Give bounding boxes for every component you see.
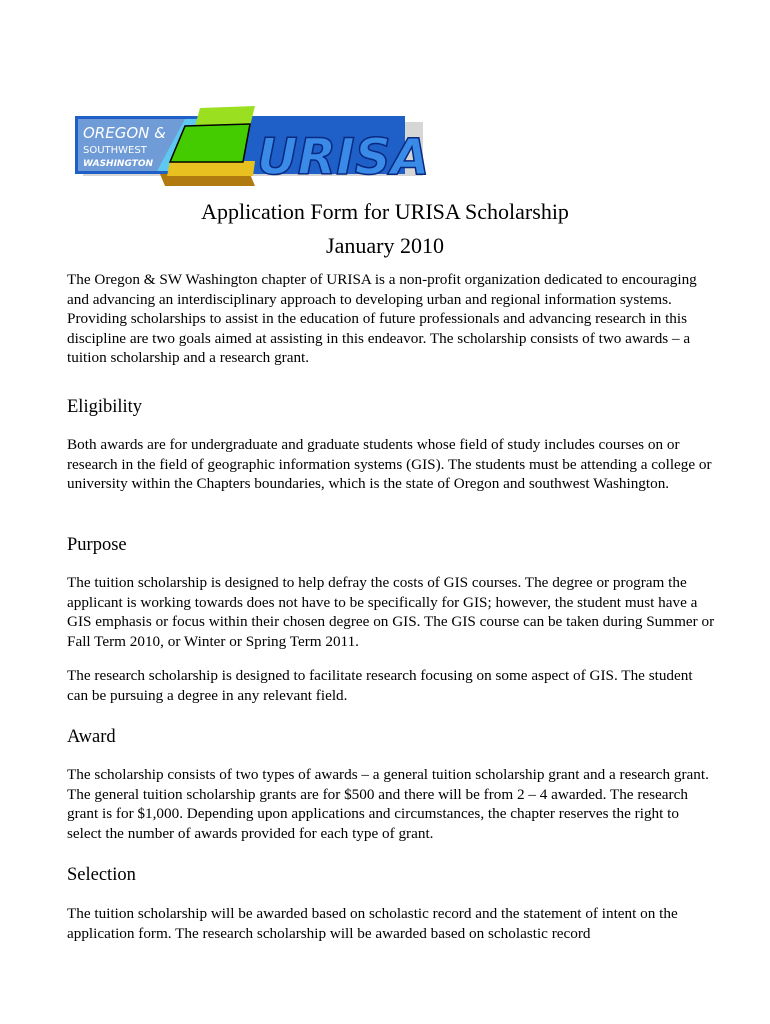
heading-eligibility: Eligibility xyxy=(67,397,143,417)
selection-paragraph: The tuition scholarship will be awarded based on scholastic record and the statement of intent on the application form. The research scholarship will be awarded based on scholastic record xyxy=(67,905,678,942)
purpose-paragraph-2: The research scholarship is designed to facilitate research focusing on some aspect of GIS. The student can be pursuing a degree in any relevant field. xyxy=(67,667,693,704)
oregon-sw-washington-urisa-logo xyxy=(75,96,447,198)
svg-text:URISA: URISA xyxy=(257,128,430,186)
svg-text:OREGON &: OREGON & xyxy=(83,124,166,142)
svg-text:WASHINGTON: WASHINGTON xyxy=(83,159,154,169)
document-date: January 2010 xyxy=(326,233,444,258)
heading-selection: Selection xyxy=(67,865,136,885)
heading-award: Award xyxy=(67,727,116,747)
purpose-paragraph-1: The tuition scholarship is designed to help defray the costs of GIS courses. The degree or program the applicant is working towards does not have to be specifically for GIS; however, the student must have a GIS emphasis or focus within their chosen degree on GIS. The GIS course can be taken during Summer or Fall Term 2010, or Winter or Spring Term 2011. xyxy=(67,574,715,650)
intro-paragraph: The Oregon & SW Washington chapter of URISA is a non-profit organization dedicated to encouraging and advancing an interdisciplinary approach to developing urban and regional information systems. Providing scholarships to assist in the education of future professionals and advancing research in this discipline are two goals aimed at assisting in this endeavor. The scholarship consists of two awards – a tuition scholarship and a research grant. xyxy=(67,271,697,367)
svg-text:SOUTHWEST: SOUTHWEST xyxy=(83,145,147,156)
heading-purpose: Purpose xyxy=(67,535,127,555)
award-paragraph: The scholarship consists of two types of awards – a general tuition scholarship grant and a research grant. The general tuition scholarship grants are for $500 and there will be from 2 – 4 awarded. The research grant is for $1,000. Depending upon applications and circumstances, the chapter reserves the right to select the number of awards provided for each type of grant. xyxy=(67,766,709,842)
document-title: Application Form for URISA Scholarship xyxy=(201,199,569,224)
eligibility-paragraph: Both awards are for undergraduate and graduate students whose field of study includes courses on or research in the field of geographic information systems (GIS). The students must be attending a college or university within the Chapters boundaries, which is the state of Oregon and southwest Washington. xyxy=(67,436,712,493)
